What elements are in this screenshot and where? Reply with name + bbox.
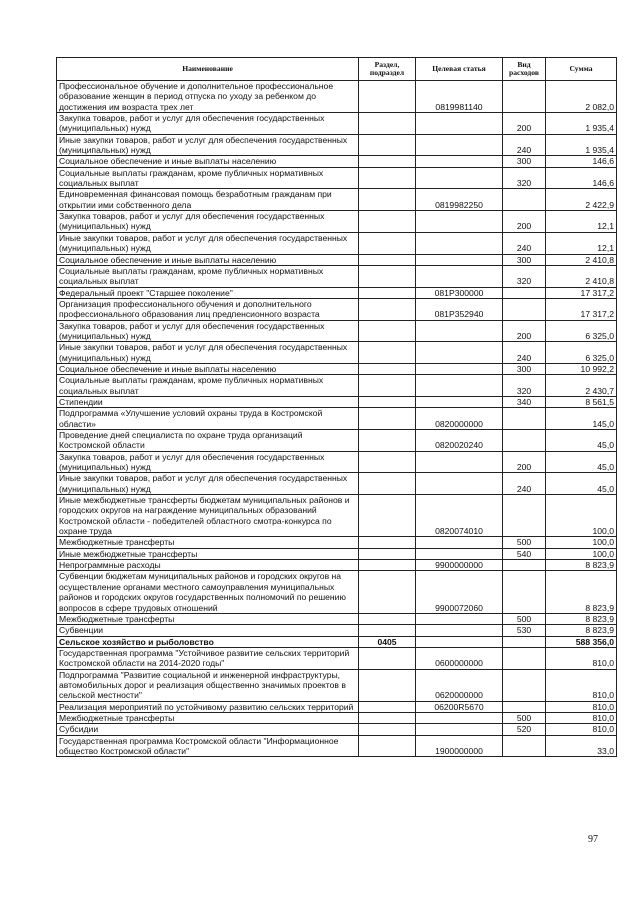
table-row: [57, 647, 617, 669]
row-name: Профессиональное обучение и дополнительное профессиональное образование женщин в период отпуска по уходу за ребенком до достижения им возраста трех лет: [57, 81, 359, 113]
row-target: [416, 167, 503, 189]
row-expense-type: 320: [503, 167, 546, 189]
row-section: [359, 613, 416, 624]
table-row: [57, 560, 617, 571]
table-row: [57, 451, 617, 473]
table-row: [57, 613, 617, 624]
row-name: Субвенции: [57, 625, 359, 636]
table-row: [57, 396, 617, 407]
row-amount: 588 356,0: [546, 636, 617, 647]
table-row: [57, 363, 617, 374]
row-name: Субсидии: [57, 724, 359, 735]
row-target: [416, 537, 503, 548]
table-body: [57, 81, 617, 757]
row-target: [416, 134, 503, 156]
row-target: [416, 342, 503, 364]
row-amount: 100,0: [546, 537, 617, 548]
row-expense-type: 320: [503, 265, 546, 287]
row-target: 081P300000: [416, 287, 503, 298]
row-target: [416, 473, 503, 495]
table-row: [57, 232, 617, 254]
table-row: [57, 408, 617, 430]
row-section: [359, 451, 416, 473]
row-name: Иные межбюджетные трансферты бюджетам муниципальных районов и городских округов на награждение муниципальных образований Костромской области - победителей областного смотра-конкурса по охране труда: [57, 495, 359, 537]
row-section: [359, 735, 416, 757]
row-section: [359, 363, 416, 374]
row-amount: 810,0: [546, 712, 617, 723]
row-target: [416, 113, 503, 135]
row-name: Сельское хозяйство и рыболовство: [57, 636, 359, 647]
row-expense-type: [503, 701, 546, 712]
row-target: 06200R5670: [416, 701, 503, 712]
row-amount: 146,6: [546, 167, 617, 189]
row-amount: 8 823,9: [546, 613, 617, 624]
row-amount: 8 823,9: [546, 625, 617, 636]
row-amount: 2 410,8: [546, 254, 617, 265]
row-name: Иные межбюджетные трансферты: [57, 548, 359, 559]
row-expense-type: [503, 81, 546, 113]
table-row: [57, 537, 617, 548]
row-expense-type: [503, 495, 546, 537]
row-section: [359, 232, 416, 254]
row-target: [416, 625, 503, 636]
row-name: Государственная программа Костромской области "Информационное общество Костромской области": [57, 735, 359, 757]
row-amount: 8 561,5: [546, 396, 617, 407]
row-name: Стипендии: [57, 396, 359, 407]
row-amount: 145,0: [546, 408, 617, 430]
row-target: 0819981140: [416, 81, 503, 113]
row-section: [359, 473, 416, 495]
row-amount: 2 422,9: [546, 189, 617, 211]
row-expense-type: 200: [503, 320, 546, 342]
page-number: 97: [588, 834, 598, 845]
row-name: Субвенции бюджетам муниципальных районов и городских округов на осуществление органами местного самоуправления муниципальных районов и городских округов государственных полномочий по решению вопросов в сфере трудовых отношений: [57, 571, 359, 613]
row-section: [359, 560, 416, 571]
row-expense-type: 240: [503, 134, 546, 156]
row-amount: 6 325,0: [546, 320, 617, 342]
row-expense-type: [503, 430, 546, 452]
row-name: Государственная программа "Устойчивое развитие сельских территорий Костромской области на 2014-2020 годы": [57, 647, 359, 669]
row-target: [416, 156, 503, 167]
row-expense-type: 500: [503, 613, 546, 624]
row-section: [359, 254, 416, 265]
table-header: [57, 58, 617, 81]
row-section: [359, 211, 416, 233]
row-name: Федеральный проект "Старшее поколение": [57, 287, 359, 298]
row-expense-type: [503, 571, 546, 613]
row-section: [359, 81, 416, 113]
row-amount: 1 935,4: [546, 113, 617, 135]
row-name: Иные закупки товаров, работ и услуг для обеспечения государственных (муниципальных) нужд: [57, 232, 359, 254]
row-name: Социальные выплаты гражданам, кроме публичных нормативных социальных выплат: [57, 265, 359, 287]
row-amount: 45,0: [546, 473, 617, 495]
row-name: Закупка товаров, работ и услуг для обеспечения государственных (муниципальных) нужд: [57, 113, 359, 135]
row-target: 0820074010: [416, 495, 503, 537]
row-expense-type: [503, 636, 546, 647]
table-row: [57, 167, 617, 189]
row-expense-type: [503, 735, 546, 757]
row-amount: 17 317,2: [546, 287, 617, 298]
table-row: [57, 724, 617, 735]
table-row: [57, 636, 617, 647]
row-section: [359, 396, 416, 407]
row-target: [416, 211, 503, 233]
row-expense-type: 520: [503, 724, 546, 735]
row-section: [359, 265, 416, 287]
row-expense-type: 320: [503, 375, 546, 397]
table-row: [57, 430, 617, 452]
row-amount: 17 317,2: [546, 298, 617, 320]
row-expense-type: [503, 287, 546, 298]
row-target: 0819982250: [416, 189, 503, 211]
table-row: [57, 211, 617, 233]
row-amount: 45,0: [546, 430, 617, 452]
row-expense-type: [503, 669, 546, 701]
row-amount: 146,6: [546, 156, 617, 167]
row-expense-type: [503, 298, 546, 320]
row-section: [359, 647, 416, 669]
row-section: [359, 287, 416, 298]
row-expense-type: 200: [503, 211, 546, 233]
row-section: [359, 625, 416, 636]
row-expense-type: [503, 647, 546, 669]
header-name: Наименование: [57, 58, 359, 81]
table-row: [57, 548, 617, 559]
row-amount: 45,0: [546, 451, 617, 473]
row-name: Реализация мероприятий по устойчивому развитию сельских территорий: [57, 701, 359, 712]
table-row: [57, 189, 617, 211]
row-amount: 8 823,9: [546, 560, 617, 571]
table-row: [57, 473, 617, 495]
row-section: [359, 342, 416, 364]
row-target: [416, 451, 503, 473]
row-target: [416, 548, 503, 559]
row-expense-type: 300: [503, 156, 546, 167]
row-name: Межбюджетные трансферты: [57, 712, 359, 723]
table-row: [57, 495, 617, 537]
row-amount: 2 082,0: [546, 81, 617, 113]
header-section: Раздел, подраздел: [359, 58, 416, 81]
table-row: [57, 298, 617, 320]
row-section: [359, 537, 416, 548]
row-section: [359, 113, 416, 135]
row-name: Социальное обеспечение и иные выплаты населению: [57, 156, 359, 167]
row-name: Иные закупки товаров, работ и услуг для обеспечения государственных (муниципальных) нужд: [57, 342, 359, 364]
row-name: Подпрограмма "Развитие социальной и инженерной инфраструктуры, автомобильных дорог и реализация общественно значимых проектов в сельской местности": [57, 669, 359, 701]
row-target: 1900000000: [416, 735, 503, 757]
row-section: [359, 669, 416, 701]
row-section: [359, 724, 416, 735]
row-amount: 100,0: [546, 548, 617, 559]
row-section: [359, 430, 416, 452]
row-name: Социальные выплаты гражданам, кроме публичных нормативных социальных выплат: [57, 167, 359, 189]
row-target: [416, 724, 503, 735]
row-expense-type: 500: [503, 537, 546, 548]
row-target: [416, 636, 503, 647]
row-name: Закупка товаров, работ и услуг для обеспечения государственных (муниципальных) нужд: [57, 320, 359, 342]
row-name: Непрограммные расходы: [57, 560, 359, 571]
table-row: [57, 265, 617, 287]
row-section: [359, 571, 416, 613]
row-expense-type: [503, 560, 546, 571]
row-amount: 12,1: [546, 211, 617, 233]
row-expense-type: 340: [503, 396, 546, 407]
row-amount: 2 410,8: [546, 265, 617, 287]
row-expense-type: 240: [503, 473, 546, 495]
row-target: [416, 265, 503, 287]
table-row: [57, 287, 617, 298]
row-amount: 33,0: [546, 735, 617, 757]
budget-table: [56, 57, 617, 757]
table-row: [57, 375, 617, 397]
table-row: [57, 156, 617, 167]
row-name: Межбюджетные трансферты: [57, 537, 359, 548]
row-name: Организация профессионального обучения и дополнительного профессионального образования лиц предпенсионного возраста: [57, 298, 359, 320]
row-expense-type: 530: [503, 625, 546, 636]
row-target: [416, 254, 503, 265]
row-amount: 810,0: [546, 669, 617, 701]
row-name: Закупка товаров, работ и услуг для обеспечения государственных (муниципальных) нужд: [57, 451, 359, 473]
table-row: [57, 735, 617, 757]
row-target: 0820020240: [416, 430, 503, 452]
row-section: [359, 408, 416, 430]
row-expense-type: 240: [503, 232, 546, 254]
row-target: 9900072060: [416, 571, 503, 613]
row-expense-type: 540: [503, 548, 546, 559]
row-expense-type: 300: [503, 254, 546, 265]
table-row: [57, 625, 617, 636]
row-amount: 1 935,4: [546, 134, 617, 156]
row-target: 0600000000: [416, 647, 503, 669]
row-target: 081P352940: [416, 298, 503, 320]
row-expense-type: 200: [503, 451, 546, 473]
row-section: [359, 375, 416, 397]
row-section: [359, 189, 416, 211]
table-row: [57, 712, 617, 723]
row-target: [416, 363, 503, 374]
row-amount: 810,0: [546, 701, 617, 712]
row-section: 0405: [359, 636, 416, 647]
table-row: [57, 669, 617, 701]
row-section: [359, 167, 416, 189]
row-target: 9900000000: [416, 560, 503, 571]
row-name: Единовременная финансовая помощь безработным гражданам при открытии ими собственного дела: [57, 189, 359, 211]
row-target: 0820000000: [416, 408, 503, 430]
row-name: Подпрограмма «Улучшение условий охраны труда в Костромской области»: [57, 408, 359, 430]
row-name: Социальное обеспечение и иные выплаты населению: [57, 363, 359, 374]
row-target: [416, 375, 503, 397]
row-target: [416, 232, 503, 254]
row-name: Социальные выплаты гражданам, кроме публичных нормативных социальных выплат: [57, 375, 359, 397]
header-target: Целевая статья: [416, 58, 503, 81]
row-name: Социальное обеспечение и иные выплаты населению: [57, 254, 359, 265]
row-section: [359, 320, 416, 342]
row-amount: 8 823,9: [546, 571, 617, 613]
row-amount: 810,0: [546, 724, 617, 735]
row-name: Межбюджетные трансферты: [57, 613, 359, 624]
row-name: Иные закупки товаров, работ и услуг для обеспечения государственных (муниципальных) нужд: [57, 473, 359, 495]
header-amount: Сумма: [546, 58, 617, 81]
table-row: [57, 113, 617, 135]
row-target: [416, 613, 503, 624]
table-row: [57, 342, 617, 364]
table-row: [57, 134, 617, 156]
table-row: [57, 701, 617, 712]
row-section: [359, 298, 416, 320]
row-expense-type: [503, 408, 546, 430]
row-section: [359, 495, 416, 537]
row-target: [416, 712, 503, 723]
row-section: [359, 712, 416, 723]
row-amount: 810,0: [546, 647, 617, 669]
row-name: Закупка товаров, работ и услуг для обеспечения государственных (муниципальных) нужд: [57, 211, 359, 233]
row-expense-type: 200: [503, 113, 546, 135]
row-section: [359, 134, 416, 156]
row-expense-type: 500: [503, 712, 546, 723]
row-name: Проведение дней специалиста по охране труда организаций Костромской области: [57, 430, 359, 452]
row-target: [416, 320, 503, 342]
table-row: [57, 254, 617, 265]
row-amount: 12,1: [546, 232, 617, 254]
row-amount: 2 430,7: [546, 375, 617, 397]
row-section: [359, 156, 416, 167]
table-row: [57, 320, 617, 342]
row-name: Иные закупки товаров, работ и услуг для обеспечения государственных (муниципальных) нужд: [57, 134, 359, 156]
row-amount: 6 325,0: [546, 342, 617, 364]
row-section: [359, 548, 416, 559]
row-amount: 100,0: [546, 495, 617, 537]
table-row: [57, 81, 617, 113]
row-section: [359, 701, 416, 712]
row-target: 0620000000: [416, 669, 503, 701]
row-expense-type: 240: [503, 342, 546, 364]
row-expense-type: 300: [503, 363, 546, 374]
row-amount: 10 992,2: [546, 363, 617, 374]
table-row: [57, 571, 617, 613]
row-expense-type: [503, 189, 546, 211]
row-target: [416, 396, 503, 407]
header-expense-type: Вид расходов: [503, 58, 546, 81]
